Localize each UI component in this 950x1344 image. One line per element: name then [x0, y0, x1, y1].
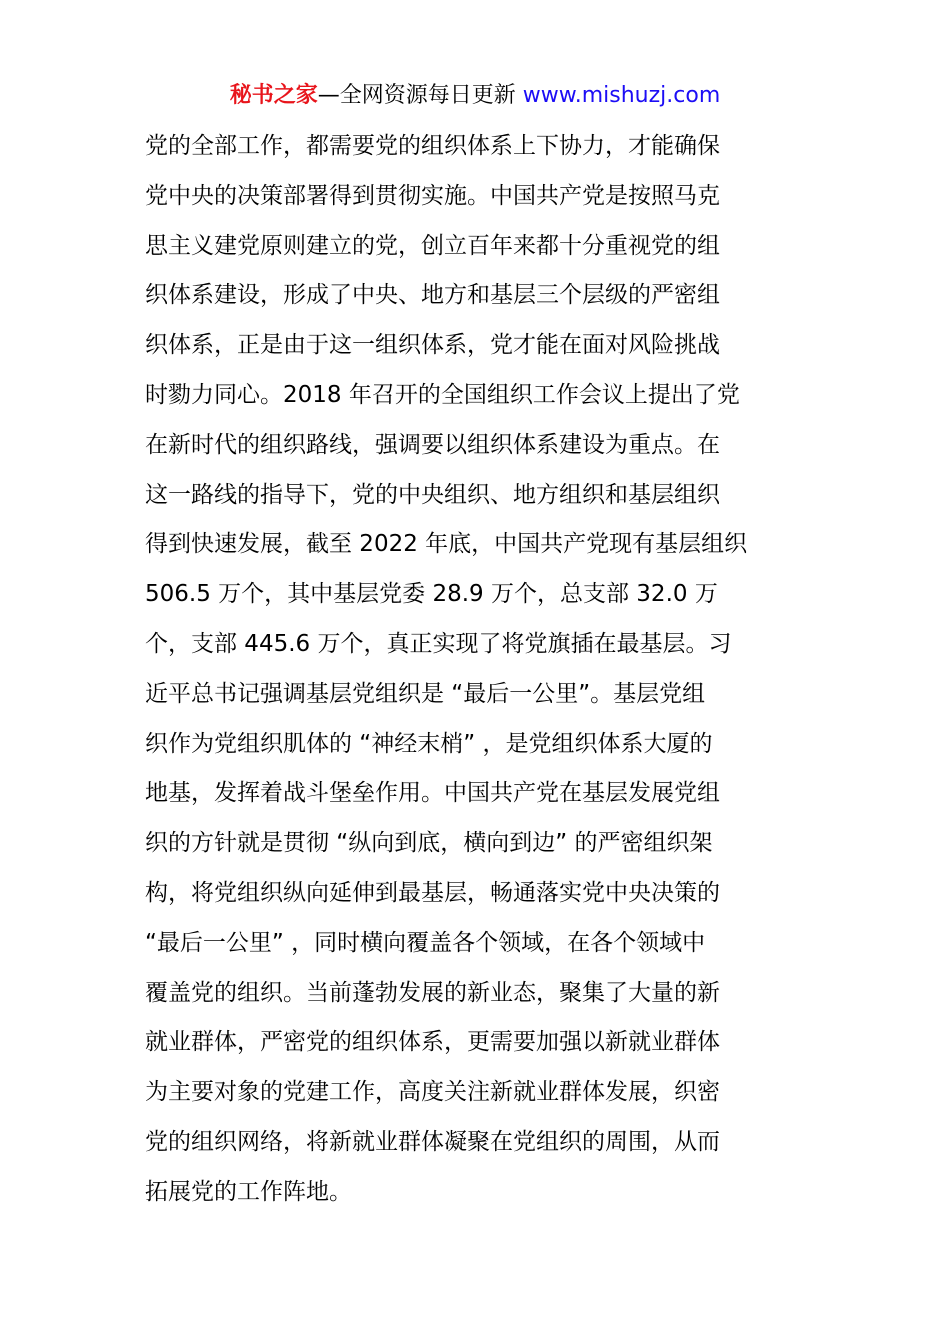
- text-line: 织的方针就是贯彻 “纵向到底，横向到边” 的严密组织架: [145, 830, 713, 857]
- text-line: 在新时代的组织路线，强调要以组织体系建设为重点。在: [145, 431, 720, 458]
- text-line: 织体系，正是由于这一组织体系，党才能在面对风险挑战: [145, 332, 720, 359]
- article-body: [145, 122, 815, 1218]
- text-line: 党的组织网络，将新就业群体凝聚在党组织的周围，从而: [145, 1128, 720, 1155]
- page-header: [0, 80, 950, 112]
- header-tagline: —全网资源每日更新: [317, 83, 516, 108]
- website-link[interactable]: www.mishuzj.com: [522, 83, 721, 108]
- text-line: 织体系建设，形成了中央、地方和基层三个层级的严密组: [145, 282, 720, 309]
- text-line: 地基，发挥着战斗堡垒作用。中国共产党在基层发展党组: [145, 780, 720, 807]
- text-line: 就业群体，严密党的组织体系，更需要加强以新就业群体: [145, 1029, 720, 1056]
- text-line: 党的全部工作，都需要党的组织体系上下协力，才能确保: [145, 133, 720, 159]
- text-line: 织作为党组织肌体的 “神经末梢” ，是党组织体系大厦的: [145, 730, 713, 757]
- text-line: 拓展党的工作阵地。: [145, 1178, 352, 1205]
- brand-name: 秘书之家: [229, 83, 318, 108]
- text-line: 这一路线的指导下，党的中央组织、地方组织和基层组织: [145, 481, 720, 508]
- text-line: 得到快速发展，截至 2022 年底，中国共产党现有基层组织: [145, 531, 748, 558]
- text-line: 个，支部 445.6 万个，真正实现了将党旗插在最基层。习: [145, 630, 732, 657]
- text-line: 构，将党组织纵向延伸到最基层，畅通落实党中央决策的: [145, 879, 720, 906]
- text-line: 覆盖党的组织。当前蓬勃发展的新业态，聚集了大量的新: [145, 979, 720, 1006]
- text-line: 思主义建党原则建立的党，创立百年来都十分重视党的组: [145, 232, 720, 259]
- text-line: 506.5 万个，其中基层党委 28.9 万个，总支部 32.0 万: [145, 581, 718, 608]
- text-line: “最后一公里” ，同时横向覆盖各个领域，在各个领域中: [145, 929, 706, 956]
- text-line: 为主要对象的党建工作，高度关注新就业群体发展，织密: [145, 1079, 720, 1106]
- text-line: 时勠力同心。2018 年召开的全国组织工作会议上提出了党: [145, 381, 740, 408]
- text-line: 党中央的决策部署得到贯彻实施。中国共产党是按照马克: [145, 182, 720, 209]
- text-line: 近平总书记强调基层党组织是 “最后一公里”。基层党组: [145, 680, 706, 707]
